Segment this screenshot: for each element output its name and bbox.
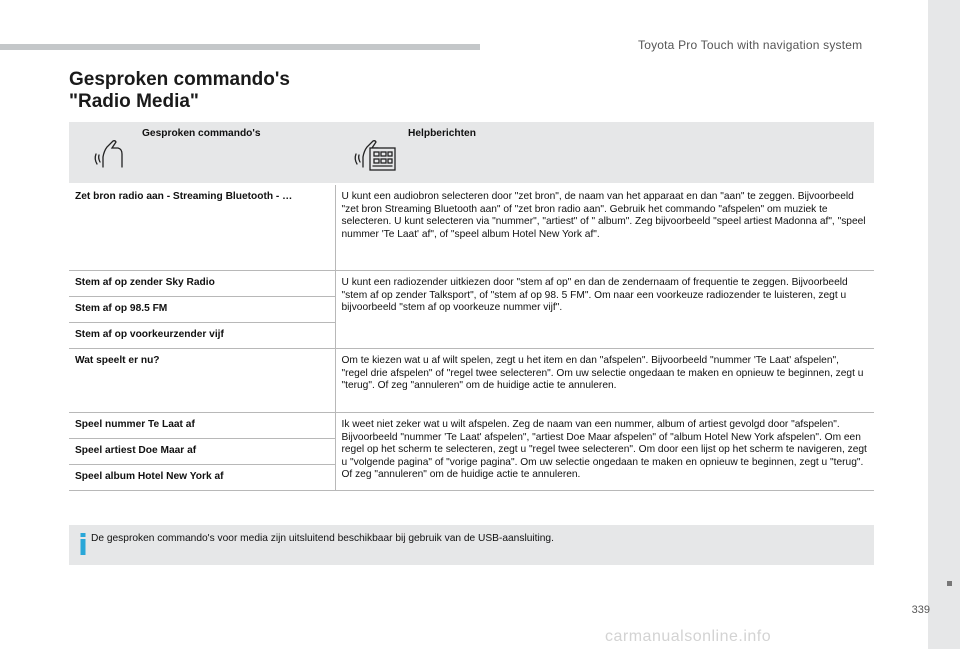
command-cell: Wat speelt er nu? — [69, 349, 335, 413]
page-title-line2: "Radio Media" — [69, 91, 199, 112]
voice-screen-icon — [353, 134, 397, 172]
info-icon — [80, 533, 86, 555]
column-header-commands — [69, 122, 335, 184]
table-row — [69, 413, 874, 439]
command-cell: Speel nummer Te Laat af — [69, 413, 335, 439]
side-marker — [947, 581, 952, 586]
watermark: carmanualsonline.info — [605, 628, 772, 645]
command-cell: Stem af op voorkeurzender vijf — [69, 323, 335, 349]
header-title: Toyota Pro Touch with navigation system — [638, 38, 863, 52]
command-cell: Stem af op zender Sky Radio — [69, 271, 335, 297]
command-cell: Speel artiest Doe Maar af — [69, 439, 335, 465]
header-bar — [0, 44, 480, 50]
page-side-strip — [928, 0, 960, 649]
command-cell: Zet bron radio aan - Streaming Bluetooth - … — [69, 184, 335, 271]
help-cell: Ik weet niet zeker wat u wilt afspelen. Zeg de naam van een nummer, album of artiest gevolgd door "afspelen". Bijvoorbeeld "nummer 'Te Laat' afspelen", "artiest Doe Maar afspelen" of "album Hotel New York afspelen". Om een regel op het scherm te selecteren, zegt u "regel twee selecteren". Om door een lijst op het scherm te navigeren, zegt u "volgende pagina" of "vorige pagina". Om uw selectie ongedaan te maken en opnieuw te beginnen, zegt u "terug". Of zeg "annuleren" om de huidige actie te annuleren. — [335, 413, 874, 491]
page-title-line1: Gesproken commando's — [69, 69, 290, 90]
table-row — [69, 349, 874, 413]
help-cell: U kunt een audiobron selecteren door "zet bron", de naam van het apparaat en dan "aan" te zeggen. Bijvoorbeeld "zet bron Streaming Bluetooth aan" of "zet bron radio aan". Gebruik het commando "afspelen" om muziek te selecteren. U kunt selecteren via "nummer", "artiest" of " album". Zeg bijvoorbeeld "speel artiest Madonna af", "speel nummer 'Te Laat' af", of "speel album Hotel New York af". — [335, 184, 874, 271]
page-title — [69, 69, 290, 113]
command-cell: Stem af op 98.5 FM — [69, 297, 335, 323]
info-note — [69, 525, 874, 565]
voice-hand-icon — [93, 134, 127, 168]
table-row — [69, 271, 874, 297]
table-row — [69, 184, 874, 271]
info-note-text: De gesproken commando's voor media zijn uitsluitend beschikbaar bij gebruik van de USB-aansluiting. — [91, 533, 554, 544]
command-cell: Speel album Hotel New York af — [69, 465, 335, 491]
column-header-help — [335, 122, 874, 184]
help-cell: U kunt een radiozender uitkiezen door "stem af op" en dan de zendernaam of frequentie te zeggen. Bijvoorbeeld "stem af op zender Talksport", of "stem af op 98. 5 FM". Om naar een voorkeuze radiozender te luisteren, zegt u bijvoorbeeld "stem af op voorkeuze nummer vijf". — [335, 271, 874, 349]
column-header-help-label: Helpberichten — [408, 128, 476, 139]
page-number: 339 — [911, 604, 930, 616]
table-header-row — [69, 122, 874, 184]
help-cell: Om te kiezen wat u af wilt spelen, zegt u het item en dan "afspelen". Bijvoorbeeld "nummer 'Te Laat' afspelen", "regel drie afspelen" of "regel twee selecteren". Om uw selectie ongedaan te maken en opnieuw te beginnen, zegt u "terug". Of zeg "annuleren" om de huidige actie te annuleren. — [335, 349, 874, 413]
voice-commands-table — [69, 122, 874, 491]
column-header-commands-label: Gesproken commando's — [142, 128, 261, 139]
